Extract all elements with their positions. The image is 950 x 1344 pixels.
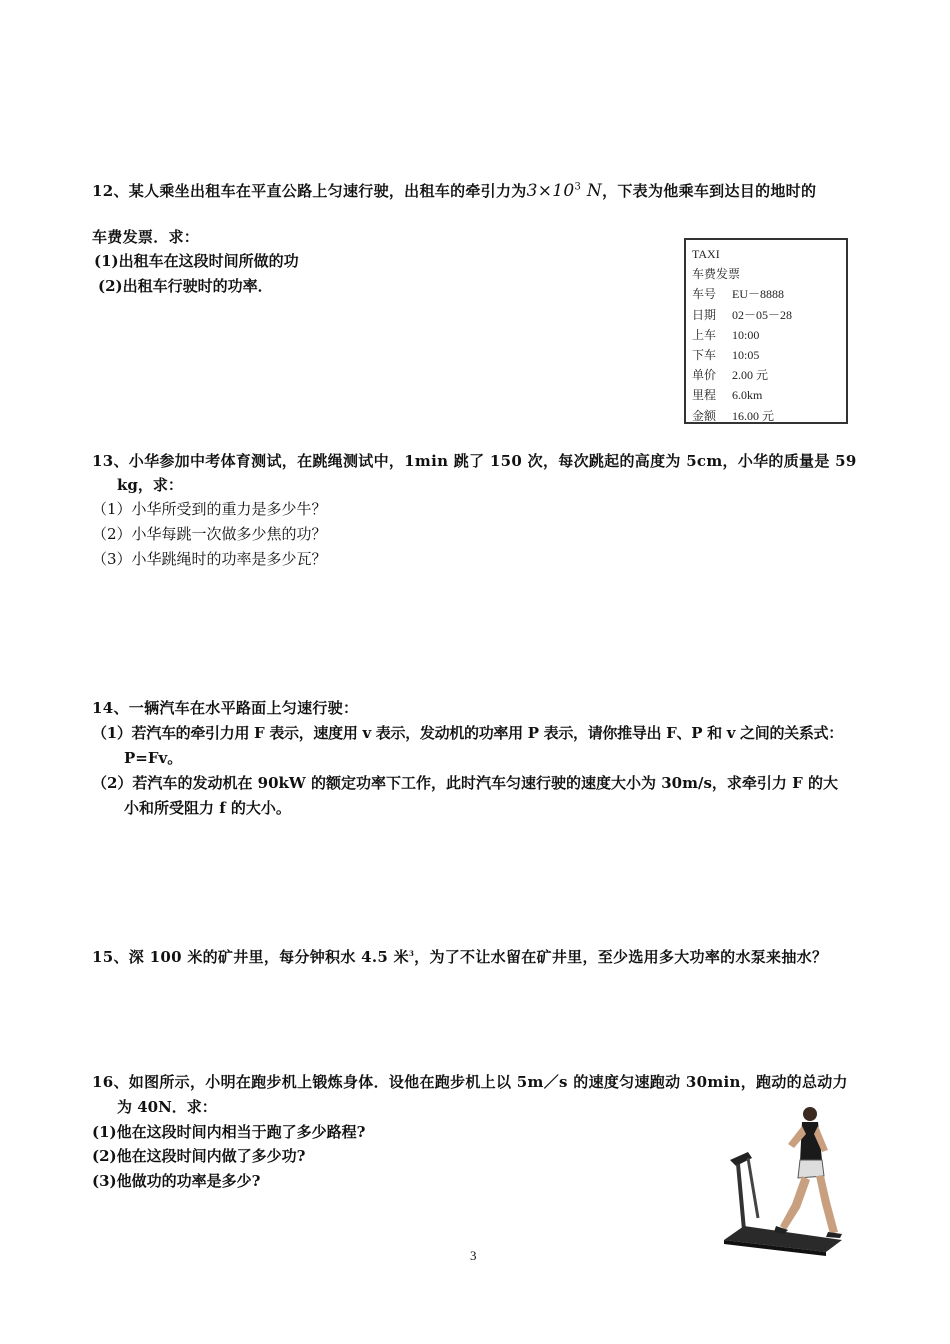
treadmill-runner-image	[718, 1100, 850, 1260]
receipt-row: 里程 6.0km	[692, 388, 763, 403]
q13-line1: 13、小华参加中考体育测试，在跳绳测试中，1min 跳了 150 次，每次跳起的高度为 5cm，小华的质量是 59	[92, 452, 857, 470]
receipt-row: 单价 2.00 元	[692, 368, 769, 383]
receipt-row: 车号 EU－8888	[692, 287, 784, 302]
q15-line1: 15、深 100 米的矿井里，每分钟积水 4.5 米$^3$，为了不让水留在矿井里，至少选用多大功率的水泵来抽水？	[92, 948, 828, 966]
q12-line2: 车费发票．求：	[92, 228, 200, 246]
q13-sub1: （1）小华所受到的重力是多少牛？	[92, 500, 327, 518]
q13-line2: kg，求：	[117, 476, 183, 494]
q13-sub2: （2）小华每跳一次做多少焦的功？	[92, 525, 327, 543]
q12-force-formula: $3\times 10^3$ N	[526, 181, 603, 201]
q12-sub1: (1)出租车在这段时间所做的功	[94, 252, 299, 270]
q13-sub3: （3）小华跳绳时的功率是多少瓦？	[92, 550, 327, 568]
receipt-row: 金额 16.00 元	[692, 408, 775, 423]
q16-sub2: (2)他在这段时间内做了多少功?	[92, 1147, 306, 1165]
q14-sub2a: （2）若汽车的发动机在 90kW 的额定功率下工作，此时汽车匀速行驶的速度大小为 30m/s，求牵引力 F 的大	[92, 774, 838, 792]
receipt-title: TAXI	[692, 247, 720, 261]
receipt-row: 上车 10:00	[692, 327, 760, 342]
q14-sub1b: P=Fv。	[124, 749, 183, 767]
receipt-row: 日期 02－05－28	[692, 307, 793, 322]
q14-sub2b: 小和所受阻力 f 的大小。	[124, 799, 291, 817]
receipt-subtitle: 车费发票	[692, 267, 741, 282]
q12-text-before: 12、某人乘坐出租车在平直公路上匀速行驶，出租车的牵引力为	[92, 182, 527, 200]
taxi-receipt	[684, 238, 848, 424]
q16-line1: 16、如图所示，小明在跑步机上锻炼身体．设他在跑步机上以 5m／s 的速度匀速跑动 30min，跑动的总动力	[92, 1073, 848, 1091]
q15-cubic-sup: 3	[408, 949, 415, 958]
q14-line1: 14、一辆汽车在水平路面上匀速行驶：	[92, 699, 359, 717]
q16-sub3: (3)他做功的功率是多少?	[92, 1172, 261, 1190]
q16-sub1: (1)他在这段时间内相当于跑了多少路程?	[92, 1123, 366, 1141]
q12-sub2: (2)出租车行驶时的功率．	[98, 277, 273, 295]
receipt-row: 下车 10:05	[692, 347, 760, 362]
q12-text-after: ，下表为他乘车到达目的地时的	[602, 182, 817, 200]
q14-sub1a: （1）若汽车的牵引力用 F 表示，速度用 v 表示，发动机的功率用 P 表示，请你推导出 F、P 和 v 之间的关系式：	[92, 724, 843, 742]
page-number: 3	[470, 1248, 477, 1263]
q16-line2: 为 40N．求：	[117, 1098, 217, 1116]
q12-line1	[92, 180, 816, 201]
